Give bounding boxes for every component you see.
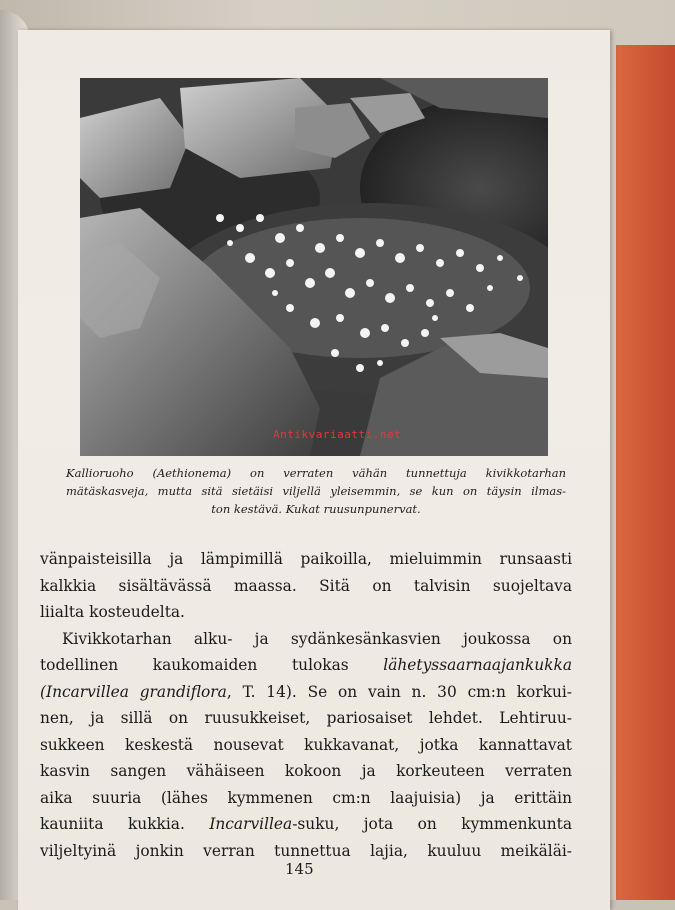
text-run: sukkeen keskestä nousevat kukkavanat, jotka kannattavat: [40, 735, 572, 754]
body-line: [40, 732, 572, 759]
text-run: liialta kosteudelta.: [40, 603, 185, 621]
text-run: nen, ja sillä on ruusukkeiset, pariosaiset lehdet. Lehtiruu-: [40, 709, 572, 727]
text-run: todellinen kaukomaiden tulokas: [40, 656, 384, 674]
rock-garden-photo: [80, 78, 548, 456]
caption-line: ton kestävä. Kukat ruusunpunervat.: [211, 502, 421, 516]
text-run: -suku, jota on kymmenkunta: [292, 815, 572, 833]
photo-caption: [66, 464, 566, 518]
photo-illustration: [80, 78, 548, 456]
watermark-text: Antikvariaatti.net: [273, 428, 402, 441]
body-line: [40, 705, 572, 732]
italic-run: Incarvillea: [209, 815, 293, 833]
caption-line: mätäskasveja, mutta sitä sietäisi viljellä yleisemmin, se kun on täysin ilmas-: [66, 484, 566, 498]
text-run: , T. 14). Se on vain n. 30 cm:n korkui-: [226, 682, 572, 701]
body-line: [40, 599, 572, 626]
caption-line: Kallioruoho (Aethionema) on verraten vähän tunnettuja kivikkotarhan: [66, 466, 566, 480]
page-number: 145: [285, 860, 314, 878]
text-run: kalkkia sisältävässä maassa. Sitä on talvisin suojeltava: [40, 576, 572, 595]
italic-run: lähetyssaarnaajankukka: [383, 656, 572, 674]
text-run: viljeltyinä jonkin verran tunnettua lajia, kuuluu meikäläi-: [40, 841, 572, 860]
text-run: kauniita kukkia.: [40, 815, 210, 833]
body-line: [40, 546, 572, 573]
body-line: [40, 626, 572, 653]
text-run: vänpaisteisilla ja lämpimillä paikoilla, mieluimmin runsaasti: [40, 550, 572, 568]
body-text: [40, 546, 572, 864]
text-run: aika suuria (lähes kymmenen cm:n laajuisia) ja erittäin: [40, 788, 572, 807]
body-line: [40, 573, 572, 600]
italic-run: (Incarvillea grandiflora: [40, 682, 227, 701]
body-line: [40, 679, 572, 706]
text-run: Kivikkotarhan alku- ja sydänkesänkasvien joukossa on: [62, 629, 572, 648]
body-line: [40, 811, 572, 838]
text-run: kasvin sangen vähäiseen kokoon ja korkeuteen verraten: [40, 762, 572, 780]
body-line: [40, 652, 572, 679]
body-line: [40, 785, 572, 812]
body-line: [40, 758, 572, 785]
